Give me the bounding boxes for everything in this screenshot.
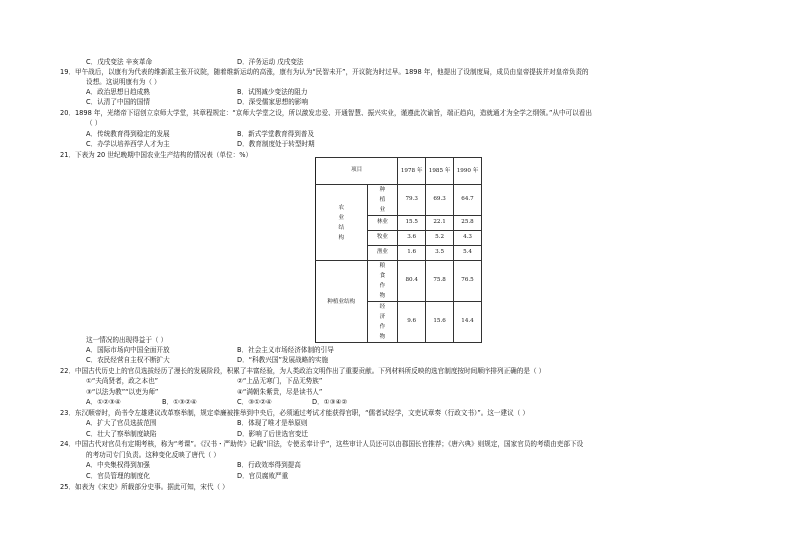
q18-option-c: C．戊戌变法 辛亥革命 (86, 58, 153, 66)
q22-material-1: ①“夫尚贤者，政之本也” (86, 377, 159, 385)
table-cell: 69.3 (426, 185, 454, 216)
q20-stem-line2: （ ） (86, 119, 102, 127)
q19-option-d: D．深受儒家思想的影响 (237, 98, 309, 106)
q19-option-c: C．认清了中国的国情 (86, 98, 150, 106)
q22-option-c: C．③①②④ (237, 398, 272, 406)
q23-option-a: A．扩大了官员选拔范围 (86, 419, 157, 427)
q24-stem-line1: 24．中国古代对官员有定期考核，称为“考课”。《汉书・严助传》记载“旧法，专使丞奉计乎”，这些审计人员还可以由郡国长官推荐；《唐六典》则规定，国家官员的考绩由吏部下设 (60, 440, 584, 448)
q24-stem-line2: 的考功司专门负责。这种变化反映了唐代（ ） (86, 451, 220, 459)
table-cell: 64.7 (454, 185, 482, 216)
q21-after-table: 这一情况的出现得益于（ ） (86, 336, 168, 344)
q18-option-d: D．洋务运动 戊戌变法 (237, 58, 304, 66)
table-row-label: 经济作物 (367, 302, 398, 343)
table-row-label: 种植业 (367, 185, 398, 216)
q23-option-d: D．影响了后世选官变迁 (237, 430, 309, 438)
table-cell: 80.4 (398, 261, 426, 302)
q23-option-c: C．壮大了察举制度缺陷 (86, 430, 157, 438)
q22-option-d: D．①③④② (312, 398, 348, 406)
q20-option-c: C．办学以培养西学人才为主 (86, 140, 170, 148)
table-cell: 76.5 (454, 261, 482, 302)
q19-option-b: B．试图减少变法的阻力 (237, 88, 308, 96)
table-header-year: 1990 年 (454, 158, 482, 185)
table-row-label: 渔业 (367, 246, 398, 261)
table-cell: 79.3 (398, 185, 426, 216)
q20-option-a: A．传统教育得到稳定的发展 (86, 130, 170, 138)
table-cell: 3.5 (426, 246, 454, 261)
table-group-agriculture: 农业结构 (316, 185, 368, 261)
q23-stem: 23．东汉顺帝时，尚书令左雄建议改革察举制，规定牵廉被推举到中央后，必须通过考试才能获得官职，“儒者试经学，文吏试章奏（行政文书）”。这一建议（ ） (60, 409, 529, 417)
q22-material-4: ④“满朝朱紫贵，尽是读书人” (237, 388, 323, 396)
q21-option-d: D．“科教兴国”发展战略的实施 (237, 356, 329, 364)
table-cell: 4.3 (454, 231, 482, 246)
q22-option-a: A．①②③④ (86, 398, 121, 406)
table-cell: 3.6 (398, 231, 426, 246)
table-header-year: 1978 年 (398, 158, 426, 185)
q22-option-b: B．①③②④ (162, 398, 197, 406)
q21-option-a: A．国际市场向中国全面开放 (86, 346, 170, 354)
table-row-label: 粮食作物 (367, 261, 398, 302)
q23-option-b: B．体现了唯才是举原则 (237, 419, 308, 427)
table-cell: 75.8 (426, 261, 454, 302)
q22-stem: 22．中国古代历史上的官员选拔经历了漫长的发展阶段，积累了丰富经验，为人类政治文明作出了重要贡献。下列材料所反映的选官制度按时间顺序排列正确的是（ ） (60, 367, 546, 375)
q20-option-b: B．新式学堂教育得到普及 (237, 130, 315, 138)
q22-material-3: ③“以法为教”“以吏为师” (86, 388, 159, 396)
table-cell: 22.1 (426, 216, 454, 231)
table-group-planting: 种植业结构 (316, 261, 368, 343)
q19-option-a: A．政治思想日趋成熟 (86, 88, 150, 96)
table-cell: 9.6 (398, 302, 426, 343)
agriculture-structure-table (315, 157, 482, 343)
q19-stem-line2: 设想。这说明康有为（ ） (86, 78, 161, 86)
q22-material-2: ②“上品无寒门，下品无势族” (237, 377, 323, 385)
table-cell: 1.6 (398, 246, 426, 261)
q24-option-d: D．官员腐败严重 (237, 472, 289, 480)
q19-stem-line1: 19．甲午战后，以康有为代表的维新派主张开议院，随着维新运动的高涨，康有为认为“民智未开”，开议院为时过早。1898 年，他提出了设制度局，成员由皇帝提拔并对皇帝负责的 (60, 68, 589, 76)
table-cell: 5.4 (454, 246, 482, 261)
table-cell: 15.6 (426, 302, 454, 343)
q21-option-b: B．社会主义市场经济体制的引导 (237, 346, 334, 354)
q21-stem: 21．下表为 20 世纪晚期中国农业生产结构的情况表（单位：%） (60, 151, 253, 159)
table-row-label: 林业 (367, 216, 398, 231)
table-cell: 5.2 (426, 231, 454, 246)
table-cell: 15.5 (398, 216, 426, 231)
table-header-year: 1985 年 (426, 158, 454, 185)
q24-option-a: A．中央集权得到加强 (86, 461, 150, 469)
table-cell: 14.4 (454, 302, 482, 343)
q24-option-c: C．官员管理的制度化 (86, 472, 150, 480)
q21-option-c: C．农民经营自主权不断扩大 (86, 356, 170, 364)
q20-option-d: D．教育制度处于转型时期 (237, 140, 315, 148)
table-header-item: 项目 (316, 158, 398, 185)
q20-stem-line1: 20．1898 年，光绪帝下诏创立京师大学堂，其章程规定：“京师大学堂之设，所以激发忠爱、开通智慧、振兴实业，谨遵此次谕旨，端正趋向，造就通才为全学之纲领。”从中可以看出 (60, 109, 592, 117)
table-cell: 25.8 (454, 216, 482, 231)
q25-stem: 25．如表为《宋史》所载部分史事。据此可知，宋代（ ） (60, 483, 229, 491)
table-row-label: 牧业 (367, 231, 398, 246)
q24-option-b: B．行政效率得到提高 (237, 461, 301, 469)
